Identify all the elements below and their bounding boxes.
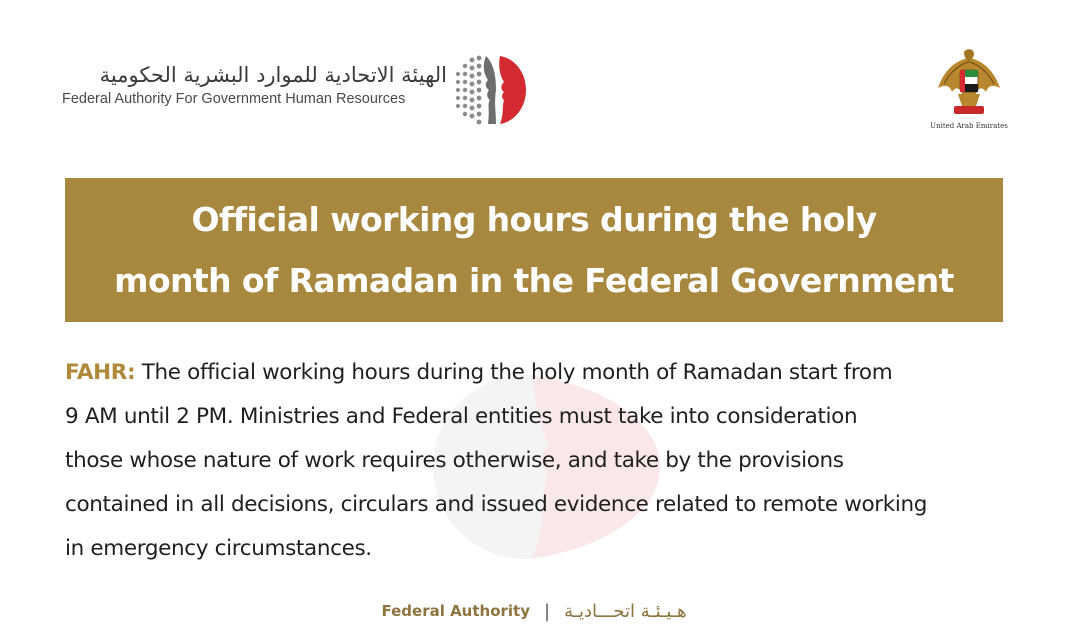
article-line-2: 9 AM until 2 PM. Ministries and Federal entities must take into consideration xyxy=(65,404,858,429)
org-name-arabic: الهيئة الاتحادية للموارد البشرية الحكومية xyxy=(99,63,447,87)
footer-separator: | xyxy=(544,600,551,622)
title-banner xyxy=(65,178,1003,322)
org-name-english: Federal Authority For Government Human Resources xyxy=(62,91,406,107)
uae-emblem-caption: United Arab Emirates xyxy=(930,122,1008,130)
page-footer xyxy=(0,596,1068,626)
article-line-4: contained in all decisions, circulars and issued evidence related to remote working xyxy=(65,492,928,517)
page-title xyxy=(94,189,974,311)
article-lead: FAHR: xyxy=(65,360,136,385)
footer-english: Federal Authority xyxy=(381,602,531,620)
article-line-1: The official working hours during the holy month of Ramadan start from xyxy=(141,360,893,385)
page-header xyxy=(0,0,1068,150)
article-line-5: in emergency circumstances. xyxy=(65,536,372,561)
article-body xyxy=(65,351,1010,571)
footer-arabic: هـيـئـة اتحـــاديـة xyxy=(564,600,687,622)
title-line-1: Official working hours during the holy xyxy=(191,200,877,239)
title-line-2: month of Ramadan in the Federal Government xyxy=(114,261,954,300)
article-line-3: those whose nature of work requires otherwise, and take by the provisions xyxy=(65,448,844,473)
fahr-logo-text xyxy=(62,62,447,108)
fahr-logo-icon xyxy=(452,52,530,128)
uae-emblem-icon xyxy=(936,48,1002,118)
